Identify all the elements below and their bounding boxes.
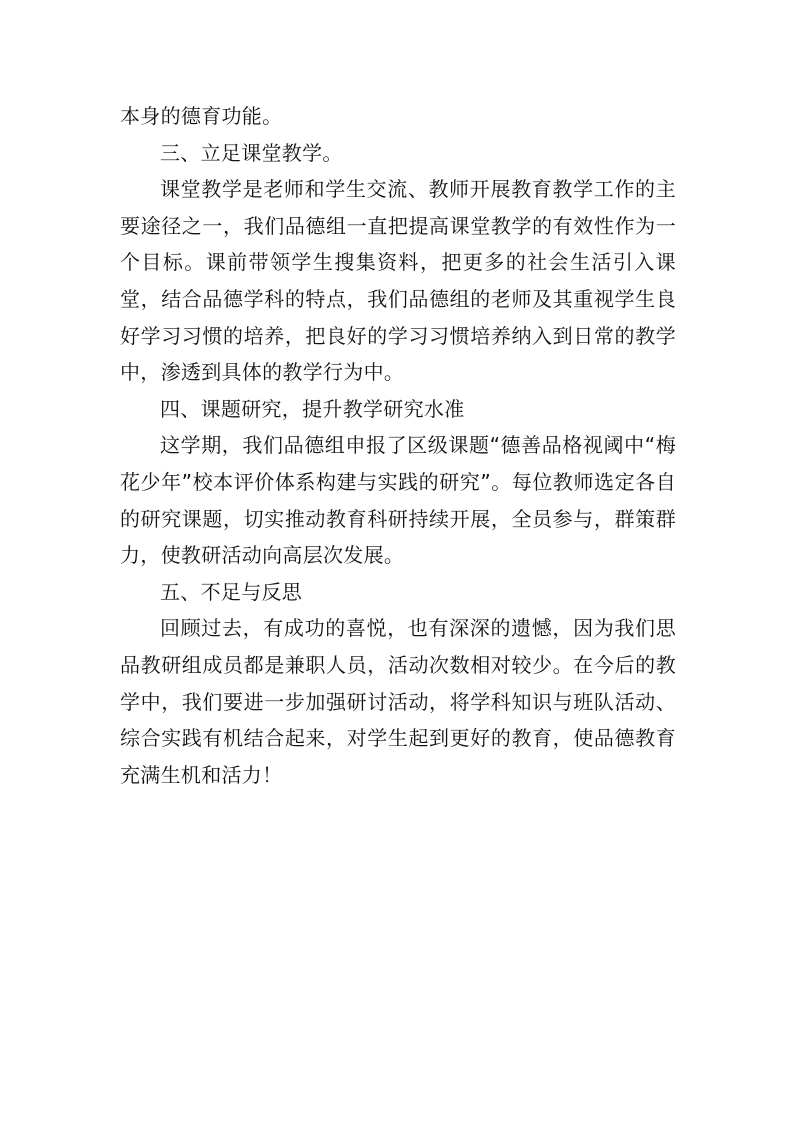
section-heading-3: 三、立足课堂教学。	[160, 140, 343, 165]
paragraph-classroom-teaching: 课堂教学是老师和学生交流、教师开展教育教学工作的主要途径之一，我们品德组一直把提高课堂教学的有效性作为一个目标。课前带领学生搜集资料，把更多的社会生活引入课堂，结合品德学科的特点，我们品德组的老师及其重视学生良好学习习惯的培养，把良好的学习习惯培养纳入到日常的教学中，渗透到具体的教学行为中。	[120, 177, 676, 385]
continuation-text: 本身的德育功能。	[120, 104, 283, 128]
section-heading-4: 四、课题研究，提升教学研究水准	[160, 396, 465, 421]
paragraph-research: 这学期，我们品德组申报了区级课题“德善品格视阈中“梅花少年”校本评价体系构建与实践的研究”。每位教师选定各自的研究课题，切实推动教育科研持续开展，全员参与，群策群力，使教研活动向高层次发展。	[120, 433, 676, 568]
paragraph-reflection: 回顾过去，有成功的喜悦，也有深深的遗憾，因为我们思品教研组成员都是兼职人员，活动次数相对较少。在今后的教学中，我们要进一步加强研讨活动，将学科知识与班队活动、综合实践有机结合起来，对学生起到更好的教育，使品德教育充满生机和活力！	[120, 616, 676, 787]
section-heading-5: 五、不足与反思	[160, 579, 303, 604]
document-body	[120, 98, 676, 793]
